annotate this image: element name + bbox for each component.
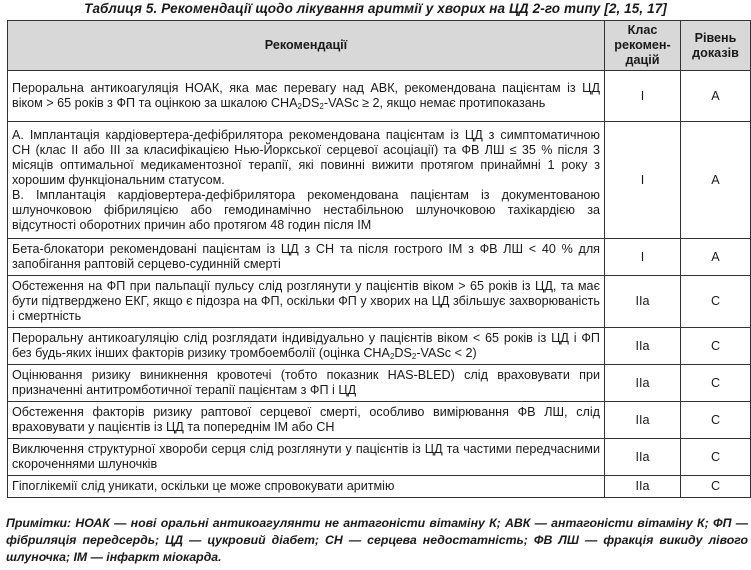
recommendation-text: DS — [394, 346, 412, 360]
subscript: 2 — [411, 352, 417, 361]
level-cell: C — [681, 476, 751, 498]
recommendation-text: А. Імплантація кардіовертера-дефібрилятора рекомендована пацієнтам із ЦД з симптоматичною СН (клас II або III за класифікацією Нью-Йоркської серцевої асоціації) та ФВ ЛШ ≤ 35 % після 3 місяців оптимальної медикаментозної терапії, які повинні вижити протягом принаймні 1 року з хорошим функціональним статусом. — [12, 127, 600, 187]
header-level-line: доказів — [692, 45, 739, 60]
subscript: 2 — [297, 102, 302, 111]
class-cell: IIa — [605, 402, 681, 439]
class-cell: IIa — [605, 276, 681, 328]
table-row — [8, 122, 751, 239]
recommendation-text: DS — [301, 96, 320, 110]
class-cell: IIa — [605, 476, 681, 498]
table-row — [8, 476, 751, 498]
class-cell: IIa — [605, 439, 681, 476]
recommendation-cell — [8, 71, 605, 122]
class-cell: I — [605, 239, 681, 276]
level-cell: A — [681, 71, 751, 122]
header-class-line: рекомен- — [614, 38, 671, 52]
header-level — [681, 21, 751, 71]
class-cell: IIa — [605, 328, 681, 365]
class-cell: I — [605, 71, 681, 122]
header-class — [605, 21, 681, 71]
table-notes: Примітки: НОАК — нові оральні антикоагулянти не антагоністи вітаміну К; АВК — антагоністи вітаміну К; ФП — фібриляція передсердь; ЦД — цукровий діабет; СН — серцева недостатність; ФВ ЛШ — фракція викиду лівого шлуночка; ІМ — інфаркт міокарда. — [6, 516, 748, 564]
header-class-line: Клас — [627, 23, 658, 37]
table-header-row — [8, 21, 751, 71]
level-cell: C — [681, 402, 751, 439]
recommendation-cell — [8, 328, 605, 365]
recommendation-cell: Обстеження факторів ризику раптової серцевої смерті, особливо вимірювання ФВ ЛШ, слід враховувати у пацієнтів із ЦД та попереднім ІМ або СН — [8, 402, 605, 439]
level-cell: C — [681, 365, 751, 402]
recommendations-table — [7, 20, 751, 498]
recommendation-cell: Обстеження на ФП при пальпації пульсу слід розглянути у пацієнтів віком > 65 років із ЦД, та має бути підтверджено ЕКГ, якщо є підозра на ФП, оскільки ФП у хворих на ЦД збільшує захворюваність і смертність — [8, 276, 605, 328]
level-cell: C — [681, 276, 751, 328]
level-cell: A — [681, 122, 751, 239]
recommendation-cell — [8, 122, 605, 239]
table-caption: Таблиця 5. Рекомендації щодо лікування аритмії у хворих на ЦД 2-го типу [2, 15, 17] — [84, 1, 667, 16]
level-cell: A — [681, 239, 751, 276]
table-row — [8, 239, 751, 276]
table-row — [8, 439, 751, 476]
subscript: 2 — [389, 352, 395, 361]
level-cell: C — [681, 328, 751, 365]
recommendation-cell: Гіпоглікемії слід уникати, оскільки це може спровокувати аритмію — [8, 476, 605, 498]
table-row — [8, 276, 751, 328]
recommendation-text: -VASc ≥ 2, якщо немає протипоказань — [323, 96, 546, 110]
recommendation-text: В. Імплантація кардіовертера-дефібрилятора рекомендована пацієнтам із документованою шлуночковою фібриляцією або гемодинамічно нестабільною шлуночковою тахікардією за відсутності оборотних причин або протягом 48 годин після ІМ — [12, 187, 600, 232]
recommendation-cell: Оцінювання ризику виникнення кровотечі (тобто показник HAS-BLED) слід враховувати при призначенні антитромботичної терапії пацієнтам з ФП і ЦД — [8, 365, 605, 402]
header-class-line: дацій — [625, 53, 660, 67]
table-row — [8, 402, 751, 439]
recommendation-cell: Виключення структурної хвороби серця слід розглянути у пацієнтів із ЦД та частими передчасними скороченнями шлуночків — [8, 439, 605, 476]
table-row — [8, 365, 751, 402]
header-level-line: Рівень — [694, 30, 737, 45]
table-row — [8, 71, 751, 122]
recommendation-text: Пероральну антикоагуляцію слід розглядати індивідуально у пацієнтів віком < 65 років із ЦД і ФП без будь-яких інших факторів ризику тромбоемболії (оцінка CHA — [12, 331, 600, 360]
recommendation-cell: Бета-блокатори рекомендовані пацієнтам із ЦД з СН та після гострого ІМ з ФВ ЛШ < 40 % для запобігання раптовій серцево-судинній смерті — [8, 239, 605, 276]
recommendation-text: Пероральна антикоагуляція НОАК, яка має перевагу над АВК, рекомендована пацієнтам із ЦД віком > 65 років з ФП та оцінкою за шкалою CHA — [12, 81, 600, 110]
table-row — [8, 328, 751, 365]
subscript: 2 — [319, 102, 324, 111]
class-cell: IIa — [605, 365, 681, 402]
recommendation-text: -VASc < 2) — [416, 346, 477, 360]
class-cell: I — [605, 122, 681, 239]
level-cell: C — [681, 439, 751, 476]
header-recommendations: Рекомендації — [8, 21, 605, 71]
